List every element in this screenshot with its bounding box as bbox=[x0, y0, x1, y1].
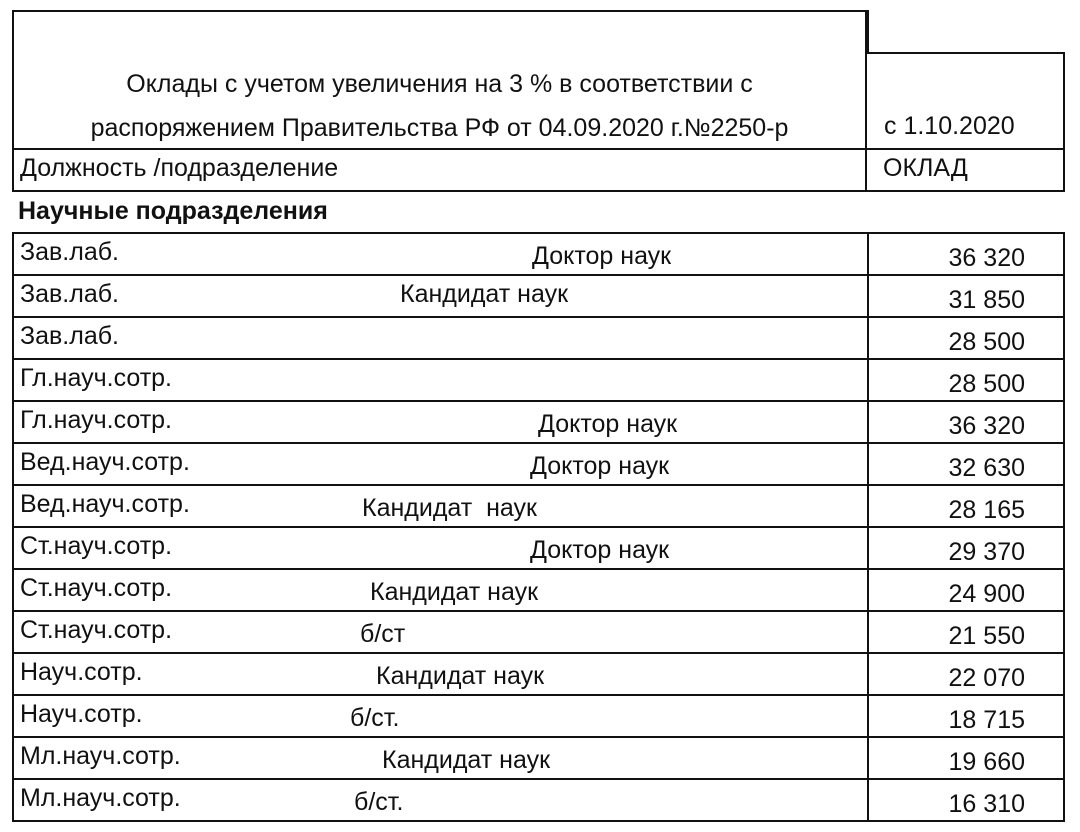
header-divider bbox=[867, 10, 869, 52]
cell-salary: 16 310 bbox=[948, 790, 1025, 818]
cell-salary: 28 500 bbox=[948, 328, 1025, 356]
cell-salary: 28 500 bbox=[948, 370, 1025, 398]
cell-degree: Кандидат наук bbox=[362, 494, 537, 522]
cell-position: Зав.лаб. bbox=[20, 322, 119, 350]
cell-position: Ст.науч.сотр. bbox=[20, 616, 173, 644]
cell-salary: 31 850 bbox=[948, 286, 1025, 314]
table-row bbox=[14, 696, 1063, 738]
table-row bbox=[14, 654, 1063, 696]
cell-degree: б/ст bbox=[360, 620, 406, 648]
table-row bbox=[14, 528, 1063, 570]
cell-degree: Кандидат наук bbox=[400, 280, 569, 308]
cell-salary: 24 900 bbox=[948, 580, 1025, 608]
cell-degree: Кандидат наук bbox=[382, 746, 551, 774]
table-row bbox=[14, 234, 1063, 276]
cell-position: Зав.лаб. bbox=[20, 238, 119, 266]
cell-salary: 36 320 bbox=[948, 244, 1025, 272]
table-row bbox=[14, 780, 1063, 822]
cell-degree: Кандидат наук bbox=[370, 578, 539, 606]
cell-degree: Доктор наук bbox=[530, 452, 670, 480]
salary-table bbox=[12, 232, 1065, 822]
cell-degree: Кандидат наук bbox=[376, 662, 545, 690]
cell-salary: 19 660 bbox=[948, 748, 1025, 776]
cell-position: Мл.науч.сотр. bbox=[20, 784, 181, 812]
table-row bbox=[14, 738, 1063, 780]
cell-degree: Доктор наук bbox=[530, 536, 670, 564]
header-line-1: Оклады с учетом увеличения на 3 % в соответствии с bbox=[126, 70, 753, 98]
cell-salary: 36 320 bbox=[948, 412, 1025, 440]
cell-salary: 18 715 bbox=[948, 706, 1025, 734]
cell-position: Вед.науч.сотр. bbox=[20, 448, 190, 476]
table-row bbox=[14, 402, 1063, 444]
cell-position: Науч.сотр. bbox=[20, 658, 143, 686]
cell-salary: 21 550 bbox=[948, 622, 1025, 650]
table-row bbox=[14, 444, 1063, 486]
cell-position: Ст.науч.сотр. bbox=[20, 532, 173, 560]
cell-degree: Доктор наук bbox=[538, 410, 678, 438]
cell-salary: 32 630 bbox=[948, 454, 1025, 482]
table-row bbox=[14, 612, 1063, 654]
cell-position: Мл.науч.сотр. bbox=[20, 742, 181, 770]
cell-salary: 29 370 bbox=[948, 538, 1025, 566]
table-row bbox=[14, 276, 1063, 318]
column-header-position: Должность /подразделение bbox=[12, 150, 867, 192]
cell-position: Науч.сотр. bbox=[20, 700, 143, 728]
cell-position: Гл.науч.сотр. bbox=[20, 364, 173, 392]
cell-degree: б/ст. bbox=[350, 704, 400, 732]
cell-degree: б/ст. bbox=[354, 788, 404, 816]
table-row bbox=[14, 360, 1063, 402]
header-date: с 1.10.2020 bbox=[884, 112, 1015, 140]
column-header-salary: ОКЛАД bbox=[867, 150, 1065, 192]
cell-salary: 22 070 bbox=[948, 664, 1025, 692]
section-title: Научные подразделения bbox=[18, 197, 328, 225]
table-row bbox=[14, 570, 1063, 612]
cell-salary: 28 165 bbox=[948, 496, 1025, 524]
cell-position: Ст.науч.сотр. bbox=[20, 574, 173, 602]
cell-position: Гл.науч.сотр. bbox=[20, 406, 173, 434]
cell-degree: Доктор наук bbox=[532, 242, 672, 270]
table-row bbox=[14, 318, 1063, 360]
header-line-2: распоряжением Правительства РФ от 04.09.2020 г.№2250-р bbox=[90, 114, 789, 142]
cell-position: Зав.лаб. bbox=[20, 280, 119, 308]
table-row bbox=[14, 486, 1063, 528]
header-title bbox=[12, 62, 867, 150]
cell-position: Вед.науч.сотр. bbox=[20, 490, 190, 518]
